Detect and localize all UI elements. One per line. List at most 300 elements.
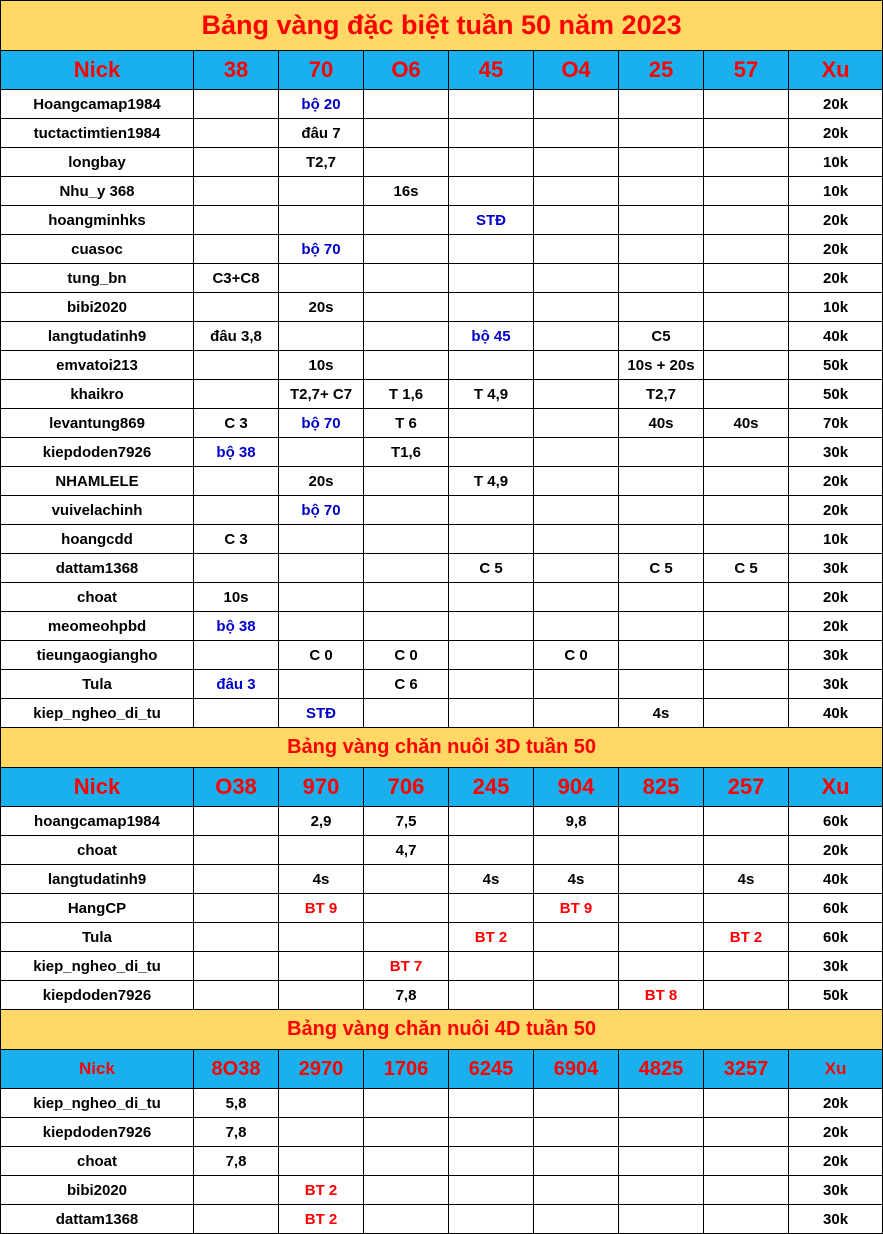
value-cell bbox=[449, 525, 534, 554]
value-cell bbox=[449, 894, 534, 923]
value-cell bbox=[449, 351, 534, 380]
xu-cell: 60k bbox=[789, 894, 883, 923]
table-row bbox=[1, 952, 883, 981]
value-cell: 10s + 20s bbox=[619, 351, 704, 380]
value-cell bbox=[534, 409, 619, 438]
nick-cell: langtudatinh9 bbox=[1, 322, 194, 351]
table-row bbox=[1, 807, 883, 836]
main-title-row bbox=[1, 1, 883, 51]
nick-cell: khaikro bbox=[1, 380, 194, 409]
value-cell bbox=[364, 351, 449, 380]
nick-cell: emvatoi213 bbox=[1, 351, 194, 380]
column-header-nick: Nick bbox=[1, 1050, 194, 1089]
value-cell bbox=[279, 1089, 364, 1118]
value-cell: C 6 bbox=[364, 670, 449, 699]
xu-cell: 20k bbox=[789, 612, 883, 641]
value-cell bbox=[449, 981, 534, 1010]
section-title-row bbox=[1, 1010, 883, 1050]
value-cell: T2,7 bbox=[279, 148, 364, 177]
value-cell bbox=[194, 981, 279, 1010]
column-header-number: 904 bbox=[534, 768, 619, 807]
value-cell bbox=[534, 923, 619, 952]
value-cell: 10s bbox=[279, 351, 364, 380]
column-header-number: 8O38 bbox=[194, 1050, 279, 1089]
value-cell bbox=[704, 641, 789, 670]
value-cell bbox=[279, 981, 364, 1010]
value-cell: 20s bbox=[279, 293, 364, 322]
table-row bbox=[1, 641, 883, 670]
value-cell bbox=[704, 177, 789, 206]
xu-cell: 40k bbox=[789, 322, 883, 351]
column-header-row bbox=[1, 1050, 883, 1089]
value-cell bbox=[364, 583, 449, 612]
value-cell bbox=[619, 583, 704, 612]
value-cell bbox=[449, 670, 534, 699]
nick-cell: choat bbox=[1, 1147, 194, 1176]
table-row bbox=[1, 1205, 883, 1234]
value-cell bbox=[619, 525, 704, 554]
xu-cell: 20k bbox=[789, 1147, 883, 1176]
value-cell bbox=[449, 1205, 534, 1234]
value-cell bbox=[704, 235, 789, 264]
value-cell bbox=[534, 1205, 619, 1234]
column-header-xu: Xu bbox=[789, 1050, 883, 1089]
value-cell bbox=[704, 119, 789, 148]
value-cell bbox=[534, 351, 619, 380]
xu-cell: 50k bbox=[789, 380, 883, 409]
nick-cell: choat bbox=[1, 583, 194, 612]
value-cell bbox=[704, 807, 789, 836]
value-cell bbox=[619, 1176, 704, 1205]
value-cell bbox=[704, 981, 789, 1010]
value-cell bbox=[194, 206, 279, 235]
value-cell bbox=[534, 981, 619, 1010]
value-cell bbox=[704, 952, 789, 981]
value-cell: 4s bbox=[704, 865, 789, 894]
value-cell bbox=[364, 554, 449, 583]
table-row bbox=[1, 322, 883, 351]
value-cell: C 0 bbox=[279, 641, 364, 670]
value-cell bbox=[449, 1176, 534, 1205]
value-cell bbox=[704, 612, 789, 641]
xu-cell: 50k bbox=[789, 981, 883, 1010]
value-cell: 4,7 bbox=[364, 836, 449, 865]
value-cell bbox=[619, 807, 704, 836]
value-cell bbox=[279, 438, 364, 467]
value-cell bbox=[194, 923, 279, 952]
table-row bbox=[1, 351, 883, 380]
value-cell bbox=[279, 612, 364, 641]
column-header-number: 1706 bbox=[364, 1050, 449, 1089]
xu-cell: 30k bbox=[789, 670, 883, 699]
nick-cell: hoangcdd bbox=[1, 525, 194, 554]
nick-cell: meomeohpbd bbox=[1, 612, 194, 641]
column-header-number: 57 bbox=[704, 51, 789, 90]
column-header-number: 38 bbox=[194, 51, 279, 90]
xu-cell: 20k bbox=[789, 583, 883, 612]
value-cell: 40s bbox=[704, 409, 789, 438]
value-cell bbox=[534, 1118, 619, 1147]
table-row bbox=[1, 438, 883, 467]
nick-cell: longbay bbox=[1, 148, 194, 177]
nick-cell: Tula bbox=[1, 670, 194, 699]
nick-cell: Tula bbox=[1, 923, 194, 952]
value-cell: C 5 bbox=[449, 554, 534, 583]
value-cell: 4s bbox=[279, 865, 364, 894]
value-cell bbox=[619, 438, 704, 467]
value-cell bbox=[534, 952, 619, 981]
table-row bbox=[1, 409, 883, 438]
value-cell bbox=[619, 177, 704, 206]
xu-cell: 50k bbox=[789, 351, 883, 380]
value-cell bbox=[534, 467, 619, 496]
table-row bbox=[1, 894, 883, 923]
value-cell bbox=[704, 351, 789, 380]
value-cell bbox=[534, 438, 619, 467]
xu-cell: 10k bbox=[789, 148, 883, 177]
nick-cell: kiepdoden7926 bbox=[1, 981, 194, 1010]
value-cell bbox=[619, 90, 704, 119]
value-cell bbox=[279, 525, 364, 554]
value-cell: 9,8 bbox=[534, 807, 619, 836]
value-cell bbox=[534, 583, 619, 612]
nick-cell: kiep_ngheo_di_tu bbox=[1, 952, 194, 981]
value-cell bbox=[364, 467, 449, 496]
table-row bbox=[1, 670, 883, 699]
value-cell bbox=[364, 293, 449, 322]
value-cell: bộ 70 bbox=[279, 496, 364, 525]
value-cell bbox=[279, 583, 364, 612]
value-cell bbox=[619, 467, 704, 496]
table-row bbox=[1, 496, 883, 525]
value-cell bbox=[534, 177, 619, 206]
value-cell: BT 9 bbox=[534, 894, 619, 923]
value-cell: STĐ bbox=[449, 206, 534, 235]
column-header-xu: Xu bbox=[789, 768, 883, 807]
xu-cell: 60k bbox=[789, 923, 883, 952]
value-cell bbox=[364, 90, 449, 119]
xu-cell: 10k bbox=[789, 293, 883, 322]
value-cell bbox=[534, 525, 619, 554]
value-cell bbox=[194, 467, 279, 496]
value-cell bbox=[194, 641, 279, 670]
value-cell bbox=[704, 1205, 789, 1234]
value-cell bbox=[279, 1118, 364, 1147]
column-header-number: 970 bbox=[279, 768, 364, 807]
value-cell: C3+C8 bbox=[194, 264, 279, 293]
value-cell bbox=[619, 894, 704, 923]
value-cell: 7,5 bbox=[364, 807, 449, 836]
value-cell bbox=[279, 1147, 364, 1176]
column-header-number: 706 bbox=[364, 768, 449, 807]
value-cell: BT 2 bbox=[279, 1176, 364, 1205]
value-cell: 16s bbox=[364, 177, 449, 206]
value-cell: T 4,9 bbox=[449, 467, 534, 496]
nick-cell: kiepdoden7926 bbox=[1, 1118, 194, 1147]
table-row bbox=[1, 235, 883, 264]
value-cell bbox=[704, 206, 789, 235]
value-cell bbox=[619, 148, 704, 177]
value-cell bbox=[194, 807, 279, 836]
value-cell bbox=[194, 836, 279, 865]
value-cell bbox=[704, 1147, 789, 1176]
xu-cell: 70k bbox=[789, 409, 883, 438]
value-cell: BT 9 bbox=[279, 894, 364, 923]
xu-cell: 20k bbox=[789, 235, 883, 264]
value-cell: T 6 bbox=[364, 409, 449, 438]
nick-cell: NHAMLELE bbox=[1, 467, 194, 496]
xu-cell: 20k bbox=[789, 90, 883, 119]
value-cell bbox=[704, 438, 789, 467]
value-cell bbox=[619, 1118, 704, 1147]
section-title-row bbox=[1, 728, 883, 768]
table-row bbox=[1, 865, 883, 894]
xu-cell: 10k bbox=[789, 177, 883, 206]
value-cell bbox=[449, 836, 534, 865]
nick-cell: vuivelachinh bbox=[1, 496, 194, 525]
column-header-number: O4 bbox=[534, 51, 619, 90]
table-row bbox=[1, 1176, 883, 1205]
column-header-xu: Xu bbox=[789, 51, 883, 90]
value-cell: C 0 bbox=[364, 641, 449, 670]
value-cell bbox=[279, 952, 364, 981]
page-title: Bảng vàng đặc biệt tuần 50 năm 2023 bbox=[1, 1, 883, 51]
value-cell bbox=[364, 525, 449, 554]
value-cell bbox=[534, 699, 619, 728]
value-cell: 4s bbox=[619, 699, 704, 728]
table-row bbox=[1, 1089, 883, 1118]
value-cell: 4s bbox=[449, 865, 534, 894]
value-cell bbox=[704, 525, 789, 554]
value-cell bbox=[619, 670, 704, 699]
value-cell bbox=[364, 148, 449, 177]
value-cell bbox=[364, 235, 449, 264]
value-cell bbox=[534, 836, 619, 865]
value-cell bbox=[364, 894, 449, 923]
value-cell bbox=[279, 322, 364, 351]
nick-cell: bibi2020 bbox=[1, 293, 194, 322]
value-cell bbox=[534, 293, 619, 322]
value-cell bbox=[279, 177, 364, 206]
xu-cell: 20k bbox=[789, 467, 883, 496]
value-cell bbox=[704, 1176, 789, 1205]
value-cell bbox=[534, 554, 619, 583]
nick-cell: bibi2020 bbox=[1, 1176, 194, 1205]
xu-cell: 20k bbox=[789, 1089, 883, 1118]
value-cell bbox=[449, 235, 534, 264]
column-header-number: 6245 bbox=[449, 1050, 534, 1089]
nick-cell: HangCP bbox=[1, 894, 194, 923]
value-cell bbox=[449, 641, 534, 670]
value-cell bbox=[619, 1205, 704, 1234]
value-cell bbox=[194, 148, 279, 177]
value-cell bbox=[194, 293, 279, 322]
section-title: Bảng vàng chăn nuôi 3D tuần 50 bbox=[1, 728, 883, 768]
value-cell bbox=[619, 119, 704, 148]
value-cell bbox=[364, 119, 449, 148]
xu-cell: 20k bbox=[789, 206, 883, 235]
column-header-nick: Nick bbox=[1, 768, 194, 807]
value-cell bbox=[449, 612, 534, 641]
value-cell bbox=[449, 177, 534, 206]
xu-cell: 30k bbox=[789, 1205, 883, 1234]
value-cell bbox=[194, 177, 279, 206]
value-cell: T2,7 bbox=[619, 380, 704, 409]
value-cell bbox=[704, 380, 789, 409]
table-row bbox=[1, 380, 883, 409]
value-cell: T 4,9 bbox=[449, 380, 534, 409]
column-header-number: 25 bbox=[619, 51, 704, 90]
value-cell: BT 7 bbox=[364, 952, 449, 981]
xu-cell: 30k bbox=[789, 438, 883, 467]
value-cell: 4s bbox=[534, 865, 619, 894]
xu-cell: 30k bbox=[789, 1176, 883, 1205]
value-cell bbox=[534, 148, 619, 177]
value-cell bbox=[449, 1147, 534, 1176]
value-cell bbox=[704, 496, 789, 525]
column-header-row bbox=[1, 768, 883, 807]
xu-cell: 30k bbox=[789, 641, 883, 670]
xu-cell: 30k bbox=[789, 952, 883, 981]
value-cell: bộ 38 bbox=[194, 438, 279, 467]
value-cell bbox=[194, 554, 279, 583]
xu-cell: 60k bbox=[789, 807, 883, 836]
value-cell bbox=[279, 554, 364, 583]
value-cell: C 5 bbox=[704, 554, 789, 583]
nick-cell: dattam1368 bbox=[1, 554, 194, 583]
value-cell bbox=[534, 119, 619, 148]
value-cell bbox=[364, 496, 449, 525]
table-row bbox=[1, 981, 883, 1010]
value-cell bbox=[194, 699, 279, 728]
value-cell bbox=[534, 612, 619, 641]
column-header-number: 4825 bbox=[619, 1050, 704, 1089]
value-cell: C 3 bbox=[194, 525, 279, 554]
nick-cell: kiepdoden7926 bbox=[1, 438, 194, 467]
value-cell: bộ 70 bbox=[279, 235, 364, 264]
column-header-number: 825 bbox=[619, 768, 704, 807]
nick-cell: hoangcamap1984 bbox=[1, 807, 194, 836]
value-cell bbox=[279, 836, 364, 865]
value-cell: C5 bbox=[619, 322, 704, 351]
value-cell bbox=[704, 264, 789, 293]
value-cell bbox=[704, 583, 789, 612]
value-cell bbox=[449, 148, 534, 177]
value-cell bbox=[704, 699, 789, 728]
value-cell bbox=[279, 670, 364, 699]
nick-cell: Nhu_y 368 bbox=[1, 177, 194, 206]
column-header-number: O38 bbox=[194, 768, 279, 807]
value-cell bbox=[449, 1089, 534, 1118]
value-cell bbox=[364, 1118, 449, 1147]
value-cell bbox=[704, 322, 789, 351]
column-header-number: 70 bbox=[279, 51, 364, 90]
nick-cell: cuasoc bbox=[1, 235, 194, 264]
value-cell: BT 8 bbox=[619, 981, 704, 1010]
value-cell: T 1,6 bbox=[364, 380, 449, 409]
value-cell bbox=[619, 206, 704, 235]
value-cell bbox=[704, 836, 789, 865]
value-cell bbox=[449, 583, 534, 612]
value-cell bbox=[194, 1205, 279, 1234]
xu-cell: 20k bbox=[789, 496, 883, 525]
table-row bbox=[1, 177, 883, 206]
value-cell bbox=[364, 1089, 449, 1118]
value-cell bbox=[619, 1147, 704, 1176]
value-cell bbox=[364, 923, 449, 952]
nick-cell: tung_bn bbox=[1, 264, 194, 293]
value-cell bbox=[619, 641, 704, 670]
value-cell bbox=[194, 952, 279, 981]
value-cell: bộ 20 bbox=[279, 90, 364, 119]
value-cell: BT 2 bbox=[279, 1205, 364, 1234]
value-cell bbox=[534, 1089, 619, 1118]
value-cell: bộ 70 bbox=[279, 409, 364, 438]
value-cell: T1,6 bbox=[364, 438, 449, 467]
nick-cell: kiep_ngheo_di_tu bbox=[1, 1089, 194, 1118]
value-cell: 7,8 bbox=[194, 1118, 279, 1147]
table-row bbox=[1, 836, 883, 865]
value-cell bbox=[194, 235, 279, 264]
xu-cell: 20k bbox=[789, 836, 883, 865]
value-cell bbox=[534, 1147, 619, 1176]
value-cell bbox=[449, 952, 534, 981]
xu-cell: 20k bbox=[789, 119, 883, 148]
value-cell bbox=[449, 496, 534, 525]
value-cell bbox=[534, 1176, 619, 1205]
table-row bbox=[1, 1118, 883, 1147]
value-cell: 10s bbox=[194, 583, 279, 612]
value-cell bbox=[364, 1147, 449, 1176]
value-cell: T2,7+ C7 bbox=[279, 380, 364, 409]
value-cell: bộ 38 bbox=[194, 612, 279, 641]
value-cell: C 3 bbox=[194, 409, 279, 438]
xu-cell: 10k bbox=[789, 525, 883, 554]
table-row bbox=[1, 293, 883, 322]
column-header-number: O6 bbox=[364, 51, 449, 90]
value-cell bbox=[534, 496, 619, 525]
value-cell bbox=[534, 90, 619, 119]
value-cell: 5,8 bbox=[194, 1089, 279, 1118]
value-cell bbox=[704, 293, 789, 322]
value-cell bbox=[449, 1118, 534, 1147]
table-row bbox=[1, 583, 883, 612]
table-row bbox=[1, 467, 883, 496]
value-cell: đâu 3 bbox=[194, 670, 279, 699]
value-cell bbox=[449, 293, 534, 322]
value-cell bbox=[364, 1205, 449, 1234]
value-cell bbox=[279, 923, 364, 952]
value-cell bbox=[194, 894, 279, 923]
value-cell: bộ 45 bbox=[449, 322, 534, 351]
xu-cell: 40k bbox=[789, 699, 883, 728]
value-cell bbox=[619, 612, 704, 641]
value-cell bbox=[194, 119, 279, 148]
nick-cell: dattam1368 bbox=[1, 1205, 194, 1234]
column-header-number: 2970 bbox=[279, 1050, 364, 1089]
table-row bbox=[1, 1147, 883, 1176]
value-cell: STĐ bbox=[279, 699, 364, 728]
value-cell bbox=[619, 1089, 704, 1118]
value-cell bbox=[619, 952, 704, 981]
value-cell: 7,8 bbox=[194, 1147, 279, 1176]
value-cell: đâu 7 bbox=[279, 119, 364, 148]
nick-cell: choat bbox=[1, 836, 194, 865]
nick-cell: kiep_ngheo_di_tu bbox=[1, 699, 194, 728]
value-cell bbox=[449, 90, 534, 119]
value-cell bbox=[704, 90, 789, 119]
value-cell: 20s bbox=[279, 467, 364, 496]
